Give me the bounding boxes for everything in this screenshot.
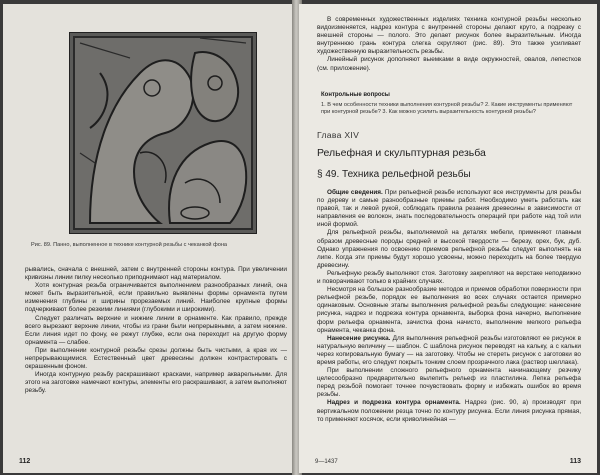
left-page <box>3 4 295 473</box>
runin-heading: Нанесение рисунка. <box>327 334 391 342</box>
page-number: 113 <box>569 458 581 465</box>
section-body-text <box>317 189 581 424</box>
figure-caption: Рис. 89. Панно, выполненное в технике контурной резьбы с чеканкой фона <box>31 242 228 248</box>
paragraph <box>317 335 581 367</box>
runin-heading: Надрез и подрезка контура орнамента. <box>327 399 461 407</box>
paragraph: Линейный рисунок дополняют выемками в виде окружностей, овалов, лепестков (см. приложение). <box>317 56 581 72</box>
chapter-title: Рельефная и скульптурная резьба <box>317 147 486 159</box>
paragraph: При выполнении контурной резьбы срезы должны быть чистыми, а края их — непрерывающимися. Естественный цвет древесины должен контрастировать с окрашенным фоном. <box>25 346 287 371</box>
left-body-text <box>25 266 287 396</box>
printer-signature: 9—1437 <box>315 459 338 465</box>
paragraph <box>317 189 581 229</box>
paragraph: При выполнении сложного рельефного орнамента начинающему резчику целесообразно предварительно вылепить рельеф из пластилина. Лепка рельефа перед резьбой помогает точнее почувствовать форму и избежать ошибок во время резьбы. <box>317 367 581 399</box>
paragraph-text: Для выполнения рельефной резьбы изготовляют ее рисунок в натуральную величину — шаблон. С шаблона рисунок переводят на кальку, а с кальки через копировальную бумагу — на заготовку. Чтобы не стереть рисунок с заготовки во время работы, его следует покрыть тонким слоем прозрачного лака (раствор шеллака). <box>317 334 581 366</box>
paragraph <box>317 399 581 423</box>
paragraph: Иногда контурную резьбу раскрашивают красками, например акварельными. Для этого на заготовке намечают контуры, элементы его раскрашивают, а затем выполняют резьбу. <box>25 371 287 395</box>
runin-heading: Общие сведения. <box>327 189 383 196</box>
chapter-label: Глава XIV <box>317 130 360 140</box>
figure-89-panel <box>69 32 257 234</box>
paragraph: В современных художественных изделиях техника контурной резьбы несколько видоизменяется, надрез контура с внутренней стороны делают круто, а подрезку с внешней стороны — полого. Это делает рисунок более выразительным. Иногда внутреннюю грань контура слегка скругляют (рис. 89). Это также усиливает художественную выразительность резьбы. <box>317 16 581 56</box>
paragraph: Для рельефной резьбы, выполняемой на деталях мебели, применяют главным образом древесные породы средней и высокой твердости — березу, орех, бук, дуб. Однако упражнения по освоению приемов рельефной резьбы следует выполнять на липе. Когда эти приемы будут хорошо усвоены, можно переходить на более твердую древесину. <box>317 229 581 269</box>
intro-text <box>317 16 581 73</box>
paragraph-text: При рельефной резьбе используют все инструменты для резьбы по дереву и самые разнообразные приемы работ. Необходимо уметь работать как правой, так и левой рукой, соблюдать правила резания древесины в зависимости от направления ее волокон, знать последовательность операций при работе над той или иной формой. <box>317 189 581 229</box>
page-number: 112 <box>19 458 31 465</box>
paragraph: Следует различать верхние и нижние линии в орнаменте. Как правило, прежде всего вырезают верхние линии, чтобы из грани были непрерывными, а затем нижние. Если линия идет по фону, ее режут глубже, если она переходит на другую форму орнамента — слабее. <box>25 314 287 346</box>
right-page <box>299 4 597 473</box>
carved-panel-image <box>70 33 256 233</box>
paragraph: рывались, сначала с внешней, затем с внутренней стороны контура. При увеличении кривизны линии пилку несколько приподнимают над материалом. <box>25 266 287 282</box>
paragraph-text: Надрез (рис. 90, а) производят при вертикальном положении резца точно по контуру рисунка. Если линия рисунка прямая, то применяют косячок, если криволинейная — <box>317 399 581 423</box>
control-questions: 1. В чем особенности техники выполнения контурной резьбы? 2. Какие инструменты применяют при контурной резьбе? 3. Как можно усилить выразительность контурной резьбы? <box>321 102 573 115</box>
paragraph: Рельефную резьбу выполняют стоя. Заготовку закрепляют на верстаке неподвижно и поворачивают только в крайних случаях. <box>317 269 581 286</box>
paragraph: Несмотря на большое разнообразие методов и приемов обработки поверхности при рельефной резьбе, порядок ее выполнения во всех случаях остается примерно одинаковым. Основные этапы выполнения рельефной резьбы следующие: нанесение рисунка, надрез и подрезка контура орнамента, выборка фона начерно, выполнение форм рельефа орнамента, зачистка фона начисто, выполнение мелкого рельефа орнамента, чеканка фона. <box>317 286 581 334</box>
section-title: § 49. Техника рельефной резьбы <box>317 169 471 180</box>
control-questions-heading: Контрольные вопросы <box>321 92 390 98</box>
paragraph: Хотя контурная резьба ограничивается выполнением разнообразных линий, она может быть выразительной, если правильно выявлены формы орнамента путем изменения глубины и ширины прорезаемых линий. Наиболее крупные формы подчеркивают более резкими линиями (глубокими и широкими). <box>25 282 287 314</box>
